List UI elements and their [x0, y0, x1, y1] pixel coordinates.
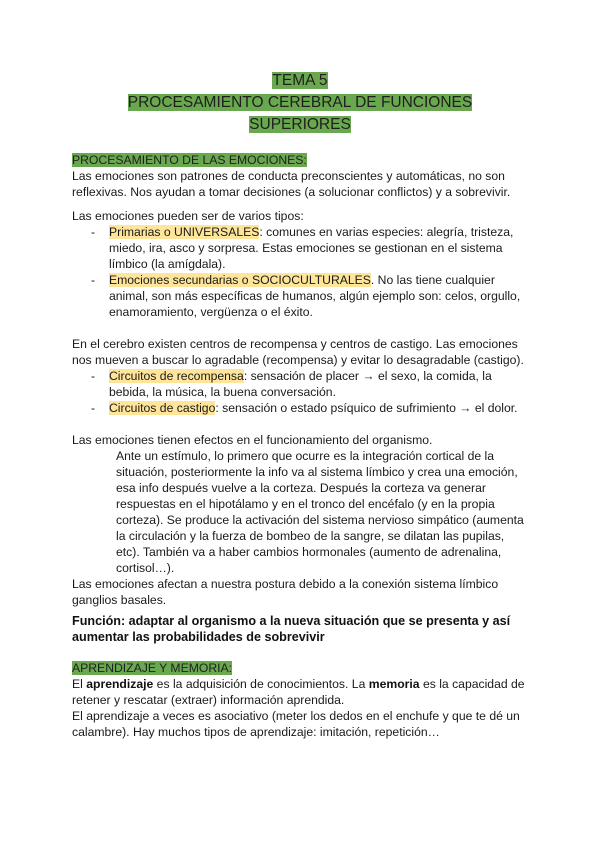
bullet-primary-line-2: miedo, ira, asco y sorpresa. Estas emociones se gestionan en el sistema	[109, 241, 503, 255]
text-fragment: es la adquisición de conocimientos. La	[153, 677, 369, 691]
posture-line-1: Las emociones afectan a nuestra postura debido a la conexión sistema límbico	[72, 577, 499, 591]
posture-line-2: ganglios basales.	[72, 593, 167, 607]
title-line-3: SUPERIORES	[249, 116, 351, 133]
term-memoria: memoria	[368, 677, 420, 691]
effects-line: etc). También va a haber cambios hormonales (aumento de adrenalina,	[116, 545, 502, 559]
section-heading-text: APRENDIZAJE Y MEMORIA:	[72, 661, 233, 675]
learning-line-2: retener y rescatar (extraer) información aprendida.	[72, 693, 345, 707]
highlight-secondary: Emociones secundarias o SOCIOCULTURALES	[109, 273, 371, 287]
bullet-text: : comunes en varias especies: alegría, tristeza,	[259, 225, 514, 239]
effects-line: corteza). Se produce la activación del sistema nervioso simpático (aumenta	[116, 513, 524, 527]
bullet-secondary-line-3: enamoramiento, vergüenza o el éxito.	[109, 305, 313, 319]
bullet-dash: -	[91, 401, 96, 415]
intro-line-2: reflexivas. Nos ayudan a tomar decisiones (a solucionar conflictos) y a sobrevivir.	[72, 185, 511, 199]
highlight-primary: Primarias o UNIVERSALES	[109, 225, 260, 239]
function-line-1: Función: adaptar al organismo a la nueva situación que se presenta y así	[72, 614, 511, 628]
term-aprendizaje: aprendizaje	[86, 677, 154, 691]
learning-line-1	[72, 676, 525, 692]
function-line-2: aumentar las probabilidades de sobrevivir	[72, 630, 325, 644]
effects-line: respuestas en el hipotálamo y en el tronco del encéfalo (y en la propia	[116, 497, 495, 511]
types-intro: Las emociones pueden ser de varios tipos:	[72, 209, 304, 223]
bullet-text: : sensación de placer → el sexo, la comida, la	[243, 369, 492, 383]
effects-intro: Las emociones tienen efectos en el funcionamiento del organismo.	[72, 433, 433, 447]
bullet-primary-emotions	[109, 224, 513, 240]
bullet-secondary-emotions	[109, 272, 495, 288]
text-fragment: es la capacidad de	[419, 677, 525, 691]
reward-line-1: En el cerebro existen centros de recompensa y centros de castigo. Las emociones	[72, 337, 518, 351]
highlight-reward: Circuitos de recompensa	[109, 369, 244, 383]
title-line-2: PROCESAMIENTO CEREBRAL DE FUNCIONES	[127, 94, 473, 111]
intro-line-1: Las emociones son patrones de conducta preconscientes y automáticas, no son	[72, 169, 505, 183]
bullet-dash: -	[91, 273, 96, 287]
bullet-dash: -	[91, 369, 96, 383]
bullet-secondary-line-2: animal, son más específicas de humanos, algún ejemplo son: celos, orgullo,	[109, 289, 521, 303]
reward-line-2: nos mueven a buscar lo agradable (recompensa) y evitar lo desagradable (castigo).	[72, 353, 524, 367]
effects-line: esa info después vuelve a la corteza. Después la corteza va generar	[116, 481, 486, 495]
effects-line: la circulación y la fuerza de bombeo de la sangre, se dilatan las pupilas,	[116, 529, 505, 543]
effects-line: situación, posteriormente la info va al sistema límbico y crea una emoción,	[116, 465, 518, 479]
highlight-punishment: Circuitos de castigo	[109, 401, 216, 415]
learning-line-3: El aprendizaje a veces es asociativo (meter los dedos en el enchufe y que te dé un	[72, 709, 520, 723]
document-title	[0, 70, 600, 136]
bullet-punishment-circuits	[109, 400, 518, 416]
learning-line-4: calambre). Hay muchos tipos de aprendizaje: imitación, repetición…	[72, 725, 440, 739]
effects-line: Ante un estímulo, lo primero que ocurre es la integración cortical de la	[116, 449, 495, 463]
effects-line: cortisol…).	[116, 561, 175, 575]
text-fragment: El	[72, 677, 87, 691]
title-line-1: TEMA 5	[272, 72, 328, 89]
section-heading-text: PROCESAMIENTO DE LAS EMOCIONES:	[72, 153, 307, 167]
section-heading-emotions	[72, 152, 307, 168]
section-heading-learning	[72, 660, 232, 676]
bullet-text: . No las tiene cualquier	[370, 273, 495, 287]
bullet-primary-line-3: límbico (la amígdala).	[109, 257, 226, 271]
bullet-reward-line-2: bebida, la música, la buena conversación.	[109, 385, 336, 399]
bullet-dash: -	[91, 225, 96, 239]
bullet-reward-circuits	[109, 368, 492, 384]
bullet-text: : sensación o estado psíquico de sufrimiento → el dolor.	[215, 401, 518, 415]
